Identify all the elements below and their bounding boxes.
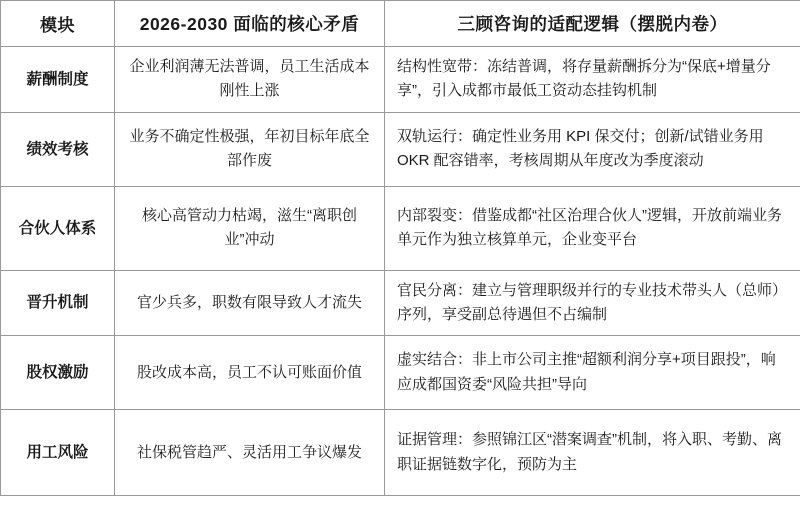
cell-core-conflict: 核心高管动力枯竭，滋生“离职创业”冲动	[115, 186, 385, 270]
cell-module: 用工风险	[1, 410, 115, 496]
column-header-module: 模块	[1, 1, 115, 47]
table-row	[1, 410, 800, 496]
cell-core-conflict: 股改成本高，员工不认可账面价值	[115, 336, 385, 410]
cell-adaptation-logic: 结构性宽带：冻结普调，将存量薪酬拆分为“保底+增量分享”，引入成都市最低工资动态挂钩机制	[385, 47, 800, 113]
cell-adaptation-logic: 官民分离：建立与管理职级并行的专业技术带头人（总师）序列，享受副总待遇但不占编制	[385, 270, 800, 336]
cell-core-conflict: 业务不确定性极强，年初目标年底全部作废	[115, 112, 385, 186]
table-row	[1, 186, 800, 270]
table-header-row	[1, 1, 800, 47]
cell-adaptation-logic: 双轨运行：确定性业务用 KPI 保交付；创新/试错业务用 OKR 配容错率，考核周期从年度改为季度滚动	[385, 112, 800, 186]
cell-module: 晋升机制	[1, 270, 115, 336]
cell-core-conflict: 官少兵多，职数有限导致人才流失	[115, 270, 385, 336]
table-row	[1, 270, 800, 336]
table-row	[1, 336, 800, 410]
cell-core-conflict: 社保税管趋严、灵活用工争议爆发	[115, 410, 385, 496]
cell-module: 股权激励	[1, 336, 115, 410]
table-row	[1, 47, 800, 113]
cell-adaptation-logic: 虚实结合：非上市公司主推“超额利润分享+项目跟投”，响应成都国资委“风险共担”导向	[385, 336, 800, 410]
cell-module: 薪酬制度	[1, 47, 115, 113]
cell-module: 合伙人体系	[1, 186, 115, 270]
table-row	[1, 112, 800, 186]
cell-adaptation-logic: 证据管理：参照锦江区“潜案调查”机制，将入职、考勤、离职证据链数字化，预防为主	[385, 410, 800, 496]
cell-core-conflict: 企业利润薄无法普调，员工生活成本刚性上涨	[115, 47, 385, 113]
cell-adaptation-logic: 内部裂变：借鉴成都“社区治理合伙人”逻辑，开放前端业务单元作为独立核算单元，企业变平台	[385, 186, 800, 270]
column-header-core-conflict: 2026-2030 面临的核心矛盾	[115, 1, 385, 47]
column-header-adaptation-logic: 三顾咨询的适配逻辑（摆脱内卷）	[385, 1, 800, 47]
cell-module: 绩效考核	[1, 112, 115, 186]
table-header	[1, 1, 800, 47]
table-body	[1, 47, 800, 496]
